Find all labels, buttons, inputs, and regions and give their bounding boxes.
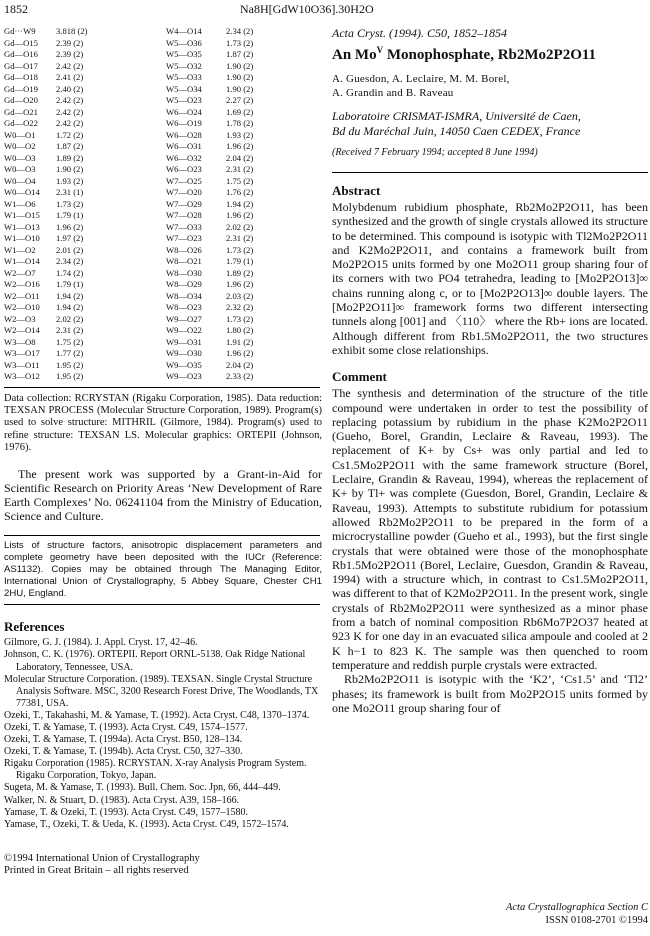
bond-label: W7—O33 — [166, 221, 202, 232]
table-rule — [4, 387, 320, 388]
reference-item: Walker, N. & Stuart, D. (1983). Acta Cryst. A39, 158–166. — [4, 794, 240, 806]
journal-footer — [332, 902, 648, 927]
bond-distance: 1.76 (2) — [226, 187, 254, 197]
bond-distance: 1.89 (2) — [56, 152, 84, 163]
bond-distance: 1.91 (2) — [226, 336, 254, 347]
table-row — [4, 360, 316, 372]
bond-distance: 1.79 (1) — [56, 279, 84, 289]
reference-item: Rigaku Corporation (1985). RCRYSTAN. X-ray Analysis Program System. Rigaku Corporation, Tokyo, Japan. — [4, 758, 307, 782]
reference-item: Gilmore, G. J. (1984). J. Appl. Cryst. 17, 42–46. — [4, 637, 198, 649]
bond-distance: 1.96 (2) — [226, 141, 254, 151]
acknowledgement-text: The present work was supported by a Grant-in-Aid for Scientific Research on Priority Areas ‘New Development of Rare Earth Complexes’ No. 06241104 from the Ministry of Education, Science and Culture. — [4, 466, 322, 524]
bond-label: W8—O30 — [166, 267, 202, 278]
bond-distance: 3.818 (2) — [56, 26, 88, 36]
reference-item: Sugeta, M. & Yamase, T. (1993). Bull. Chem. Soc. Jpn, 66, 444–449. — [4, 782, 281, 794]
table-row — [4, 118, 316, 130]
bond-distance: 1.87 (2) — [56, 141, 84, 151]
comment-paragraph-1: The synthesis and determination of the structure of the title compound were undertaken in order to test the possibility of replacing potassium by rubidium in the phase K2Mo2P2O11 (Gueho, Borel, Grandin, Leclaire & Raveau, 1993). The replacement of K+ by Cs+ was only partial and led to Cs1.5Mo2P2O11 with the same framework structure (Borel, Leclaire, Grandin & Raveau, 1994), whereas the replacement of K+ by Tl+ was complete (Guesdon, Borel, Grandin, Leclaire & Raveau, 1993). Attempts to substitute rubidium for potassium allowed Rb2Mo2P2O11 to be prepared in the form of a microcrystalline powder (Gueho et al., 1993), but the first single crystals that were obtained were those of the monophosphate Rb1.5Mo2P2O11 (Borel, Leclaire, Guesdon, Grandin & Raveau, 1994) with a structure which, in contrast to Cs1.5Mo2P2O11, was different to that of K2Mo2P2O11. In the present work, single crystals of Rb2Mo2P2O11 were synthesized as a minor phase from a batch of nominal composition Rb6Mo7P2O37 heated at 923 K for one day in an evacuated silica ampoule and cooled at 2 K h−1 to 823 K. The sample was then quenched to room temperature and reddish purple crystals were extracted. — [332, 386, 648, 672]
data-collection-text: Data collection: RCRYSTAN (Rigaku Corporation, 1985). Data reduction: TEXSAN PROCESS (Molecular Structure Corporation, 1989). Program(s) used to solve structure: MITHRIL (Gilmore, 1984). Program(s) used to refine structure: TEXSAN LS. Molecular graphics: ORTEPII (Johnson, 1976). — [4, 392, 322, 454]
bond-distance: 1.79 (1) — [56, 210, 84, 220]
table-row — [4, 199, 316, 211]
comment-heading: Comment — [332, 369, 387, 385]
abstract-rule — [332, 172, 648, 173]
bond-distance: 2.03 (2) — [226, 290, 254, 301]
bond-distance: 1.96 (2) — [226, 279, 254, 289]
bond-distance: 2.34 (2) — [226, 26, 254, 36]
bond-distance: 1.73 (2) — [56, 198, 84, 209]
table-row — [4, 95, 316, 107]
bond-label: W8—O34 — [166, 290, 202, 301]
table-row — [4, 130, 316, 142]
table-row — [4, 72, 316, 84]
bond-distance: 2.42 (2) — [56, 118, 84, 128]
bond-label: W2—O14 — [4, 325, 40, 335]
deposit-rule — [4, 535, 320, 536]
bond-label: W6—O23 — [166, 164, 202, 174]
table-row — [4, 107, 316, 119]
bond-distance: 1.90 (2) — [56, 164, 84, 174]
table-row — [4, 49, 316, 61]
reference-list — [4, 637, 322, 831]
bond-distance: 2.31 (2) — [226, 164, 254, 174]
bond-label: Gd—O21 — [4, 106, 38, 117]
table-row — [4, 279, 316, 291]
bond-label: W7—O25 — [166, 175, 202, 186]
bond-label: W5—O36 — [166, 37, 202, 48]
reference-item: Molecular Structure Corporation. (1989). TEXSAN. Single Crystal Structure Analysis Software. MSC, 3200 Research Forest Drive, The Woodlands, TX 77381, USA. — [4, 673, 319, 709]
table-row — [4, 348, 316, 360]
journal-name: Acta Crystallographica Section C — [505, 902, 648, 913]
bond-label: W8—O21 — [166, 256, 202, 266]
bond-distance: 2.31 (2) — [226, 233, 254, 243]
bond-label: Gd—O22 — [4, 118, 38, 128]
bond-distance: 2.40 (2) — [56, 83, 84, 94]
bond-distance: 1.77 (2) — [56, 348, 84, 358]
references-heading: References — [4, 619, 65, 635]
left-column — [4, 26, 322, 878]
affiliation-line-2: Bd du Maréchal Juin, 14050 Caen CEDEX, France — [332, 124, 581, 138]
bond-label: W1—O6 — [4, 198, 36, 209]
bond-distance: 2.31 (1) — [56, 187, 84, 197]
reference-item: Yamase, T. & Ozeki, T. (1993). Acta Cryst. C49, 1577–1580. — [4, 806, 249, 818]
bond-distance: 1.87 (2) — [226, 49, 254, 59]
bond-label: W7—O29 — [166, 198, 202, 209]
bond-label: W5—O23 — [166, 95, 202, 105]
bond-label: W7—O28 — [166, 210, 202, 220]
bond-label: W5—O32 — [166, 60, 202, 71]
bond-label: Gd—O16 — [4, 49, 38, 59]
table-row — [4, 187, 316, 199]
bond-distance: 1.73 (2) — [226, 313, 254, 324]
comment-paragraph-2: Rb2Mo2P2O11 is isotypic with the ‘K2’, ‘Cs1.5’ and ‘Tl2’ phases; its framework is built from Mo2P2O15 units formed by one Mo2O11 group sharing four of — [332, 672, 648, 715]
reference-item: Ozeki, T., Takahashi, M. & Yamase, T. (1992). Acta Cryst. C48, 1370–1374. — [4, 709, 310, 721]
table-row — [4, 141, 316, 153]
bond-label: W5—O34 — [166, 83, 202, 94]
table-row — [4, 268, 316, 280]
article-citation: Acta Cryst. (1994). C50, 1852–1854 — [332, 26, 507, 40]
deposit-note: Lists of structure factors, anisotropic displacement parameters and complete geometry have been deposited with the IUCr (Reference: AS1132). Copies may be obtained through The Managing Editor, International Union of Crystallography, 5 Abbey Square, Chester CH1 2HU, England. — [4, 540, 322, 600]
bond-label: W1—O14 — [4, 256, 40, 266]
bond-distance: 2.01 (2) — [56, 244, 84, 255]
bond-distance: 1.90 (2) — [226, 72, 254, 82]
table-row — [4, 291, 316, 303]
page-number: 1852 — [4, 2, 28, 16]
bond-label: W8—O26 — [166, 244, 202, 255]
bond-distance: 1.93 (2) — [56, 175, 84, 186]
bond-label: W7—O20 — [166, 187, 202, 197]
bond-distance: 1.96 (2) — [226, 210, 254, 220]
deposit-rule-bottom — [4, 604, 320, 605]
bond-label: W4—O14 — [166, 26, 202, 36]
table-row — [4, 153, 316, 165]
bond-label: W9—O23 — [166, 371, 202, 381]
bond-distance: 1.96 (2) — [226, 348, 254, 358]
bond-label: W2—O16 — [4, 279, 40, 289]
abstract-heading: Abstract — [332, 183, 381, 198]
bond-distance: 1.93 (2) — [226, 129, 254, 140]
authors-line-2: A. Grandin and B. Raveau — [332, 87, 454, 99]
bond-distance: 1.75 (2) — [56, 336, 84, 347]
bond-label: Gd···W9 — [4, 26, 36, 36]
right-column — [332, 26, 648, 926]
reference-item: Ozeki, T. & Yamase, T. (1994a). Acta Cryst. B50, 128–134. — [4, 734, 243, 746]
copyright-block — [4, 853, 322, 878]
bond-label: W9—O27 — [166, 313, 202, 324]
table-row — [4, 61, 316, 73]
bond-distance: 1.95 (2) — [56, 359, 84, 370]
table-row — [4, 256, 316, 268]
affiliation — [332, 109, 648, 139]
bond-distance: 1.73 (2) — [226, 244, 254, 255]
table-row — [4, 84, 316, 96]
bond-label: W1—O13 — [4, 221, 40, 232]
bond-label: W5—O33 — [166, 72, 202, 82]
table-row — [4, 222, 316, 234]
bond-label: Gd—O19 — [4, 83, 38, 94]
bond-distance: 2.32 (2) — [226, 302, 254, 312]
reference-item: Yamase, T., Ozeki, T. & Ueda, K. (1993). Acta Cryst. C49, 1572–1574. — [4, 818, 289, 830]
bond-label: W0—O3 — [4, 164, 36, 174]
bond-distance: 1.74 (2) — [56, 267, 84, 278]
bond-label: W5—O35 — [166, 49, 202, 59]
bond-label: W1—O15 — [4, 210, 40, 220]
bond-distance: 1.89 (2) — [226, 267, 254, 278]
bond-distance: 1.75 (2) — [226, 175, 254, 186]
table-row — [4, 38, 316, 50]
bond-label: W2—O7 — [4, 267, 36, 278]
bond-distance: 2.33 (2) — [226, 371, 254, 381]
bond-distance: 2.04 (2) — [226, 152, 254, 163]
bond-distance: 2.04 (2) — [226, 359, 254, 370]
bond-label: W6—O19 — [166, 118, 202, 128]
bond-label: Gd—O17 — [4, 60, 38, 71]
bond-label: W3—O11 — [4, 359, 40, 370]
bond-distance: 1.94 (2) — [226, 198, 254, 209]
bond-distance: 2.39 (2) — [56, 37, 84, 48]
reference-item: Johnson, C. K. (1976). ORTEPII. Report ORNL-5138. Oak Ridge National Laboratory, Tennessee, USA. — [4, 649, 306, 673]
bond-distance: 2.39 (2) — [56, 49, 84, 59]
bond-distance: 1.80 (2) — [226, 325, 254, 335]
bond-label: W2—O3 — [4, 313, 36, 324]
bond-distance: 2.41 (2) — [56, 72, 84, 82]
bond-distance: 2.42 (2) — [56, 95, 84, 105]
reference-item: Ozeki, T. & Yamase, T. (1993). Acta Cryst. C49, 1574–1577. — [4, 722, 248, 733]
article-title: An $Mo^V$ Monophosphate, Rb2Mo2P2O11 — [332, 45, 597, 63]
bond-label: W9—O35 — [166, 359, 202, 370]
bond-distance: 2.02 (2) — [56, 313, 84, 324]
bond-label: W6—O28 — [166, 129, 202, 140]
authors-line-1: A. Guesdon, A. Leclaire, M. M. Borel, — [332, 73, 510, 85]
bond-label: W7—O23 — [166, 233, 202, 243]
bond-label: W6—O32 — [166, 152, 202, 163]
bond-label: W1—O2 — [4, 244, 36, 255]
running-head-formula: Na8H[GdW10O36].30H2O — [240, 2, 374, 16]
copyright-line: ©1994 International Union of Crystallography — [4, 852, 200, 864]
bond-label: W9—O22 — [166, 325, 202, 335]
bond-label: W3—O17 — [4, 348, 40, 358]
bond-distance: 1.69 (2) — [226, 106, 254, 117]
bond-distance: 1.78 (2) — [226, 118, 254, 128]
table-row — [4, 233, 316, 245]
bond-distance: 1.90 (2) — [226, 60, 254, 71]
printed-line: Printed in Great Britain – all rights reserved — [4, 865, 189, 877]
abstract-text: Molybdenum rubidium phosphate, Rb2Mo2P2O11, has been synthesized and the growth of single crystals allowed its structure to be determined. This compound is isotypic with Tl2Mo2P2O11 and K2Mo2P2O11, and contains a framework built from Mo2P2O15 units formed by one Mo2O11 group sharing four of its corners with two PO4 tetrahedra, leading to [Mo2P2O13]∞ chains running along c, or to [Mo2P2O13]∞ double layers. The [Mo2P2O11]∞ framework forms two different intersecting tunnels along [001] and 〈110〉 where the Rb+ ions are located. Although different from Rb1.5Mo2P2O11, the two structures exhibit some close relationships. — [332, 200, 648, 357]
table-row — [4, 245, 316, 257]
table-row — [4, 314, 316, 326]
bond-length-table — [4, 26, 316, 383]
bond-distance: 2.31 (2) — [56, 325, 84, 335]
bond-distance: 1.73 (2) — [226, 37, 254, 48]
bond-label: W2—O11 — [4, 290, 40, 301]
bond-label: W9—O31 — [166, 336, 202, 347]
bond-label: Gd—O15 — [4, 37, 38, 48]
bond-label: W0—O4 — [4, 175, 36, 186]
bond-distance: 2.02 (2) — [226, 221, 254, 232]
authors — [332, 72, 648, 100]
bond-label: W3—O8 — [4, 336, 36, 347]
bond-distance: 2.34 (2) — [56, 256, 84, 266]
bond-distance: 2.42 (2) — [56, 106, 84, 117]
bond-distance: 1.90 (2) — [226, 83, 254, 94]
reference-item: Ozeki, T. & Yamase, T. (1994b). Acta Cryst. C50, 327–330. — [4, 746, 243, 758]
affiliation-line-1: Laboratoire CRISMAT-ISMRA, Université de Caen, — [332, 109, 581, 123]
bond-label: W0—O14 — [4, 187, 40, 197]
bond-label: W9—O30 — [166, 348, 202, 358]
table-row — [4, 176, 316, 188]
bond-label: W0—O3 — [4, 152, 36, 163]
bond-label: Gd—O18 — [4, 72, 38, 82]
table-row — [4, 26, 316, 38]
table-row — [4, 325, 316, 337]
table-row — [4, 164, 316, 176]
bond-label: W3—O12 — [4, 371, 40, 381]
bond-distance: 2.42 (2) — [56, 60, 84, 71]
bond-label: W2—O10 — [4, 302, 40, 312]
table-row — [4, 337, 316, 349]
bond-distance: 1.72 (2) — [56, 129, 84, 140]
bond-label: W0—O1 — [4, 129, 36, 140]
table-row — [4, 302, 316, 314]
received-dates: (Received 7 February 1994; accepted 8 June 1994) — [332, 147, 538, 158]
bond-distance: 1.79 (1) — [226, 256, 254, 266]
bond-distance: 1.94 (2) — [56, 290, 84, 301]
page-header — [0, 0, 650, 18]
bond-distance: 1.97 (2) — [56, 233, 84, 243]
bond-distance: 1.96 (2) — [56, 221, 84, 232]
bond-distance: 1.95 (2) — [56, 371, 84, 381]
table-row — [4, 210, 316, 222]
bond-distance: 2.27 (2) — [226, 95, 254, 105]
bond-label: Gd—O20 — [4, 95, 38, 105]
bond-label: W0—O2 — [4, 141, 36, 151]
bond-distance: 1.94 (2) — [56, 302, 84, 312]
bond-label: W6—O31 — [166, 141, 202, 151]
bond-label: W6—O24 — [166, 106, 202, 117]
issn-line: ISSN 0108-2701 ©1994 — [545, 914, 648, 926]
table-row — [4, 371, 316, 383]
bond-label: W8—O23 — [166, 302, 202, 312]
bond-label: W1—O10 — [4, 233, 40, 243]
bond-label: W8—O29 — [166, 279, 202, 289]
